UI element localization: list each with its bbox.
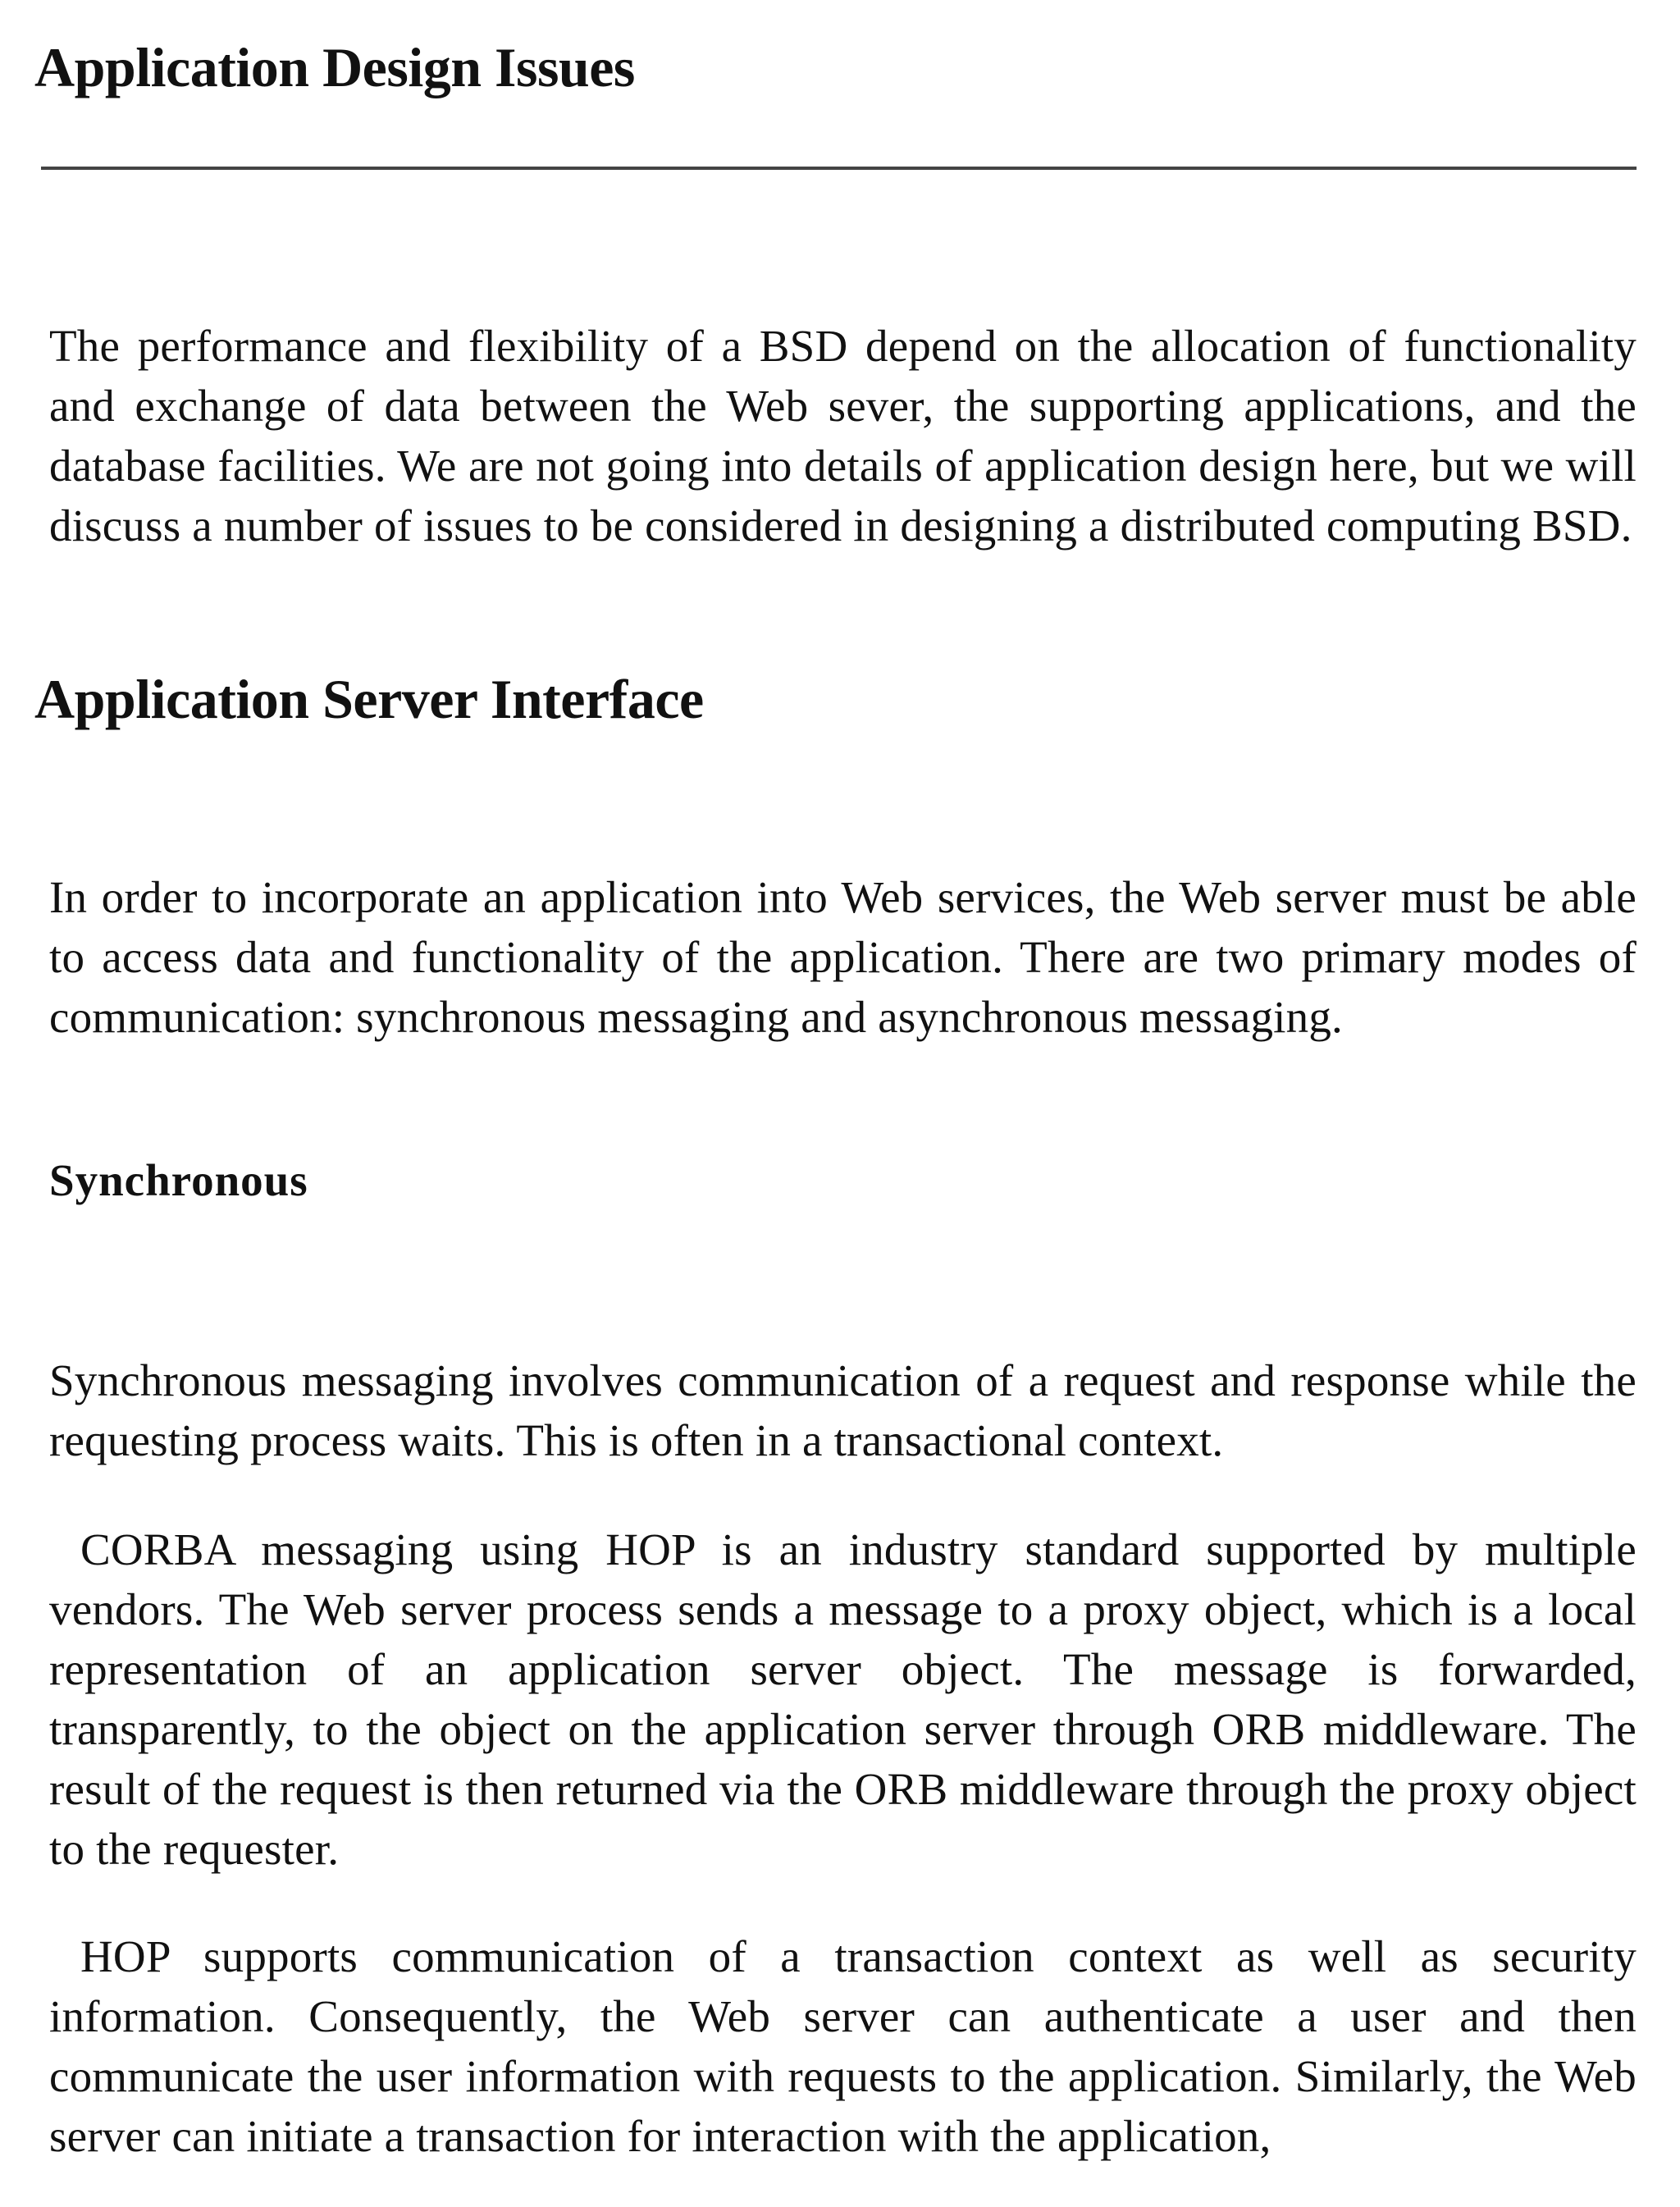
section-heading-server-interface: Application Server Interface: [34, 668, 704, 730]
paragraph-server-interface: In order to incorporate an application into Web services, the Web server must be able to access data and functionality of the application. There are two primary modes of communication: synchronous messaging and asynchronous messaging.: [49, 872, 1637, 1042]
paragraph-design-issues: The performance and flexibility of a BSD depend on the allocation of functionality and exchange of data between the Web sever, the supporting applications, and the database facilities. We are not going into details of application design here, but we will discuss a number of issues to be considered in designing a distributed computing BSD.: [49, 321, 1637, 551]
subheading-synchronous: Synchronous: [49, 1155, 308, 1205]
paragraph-synchronous-intro: Synchronous messaging involves communication of a request and response while the requesting process waits. This is often in a transactional context.: [49, 1355, 1637, 1465]
heading-divider: [41, 167, 1637, 170]
paragraph-hop: HOP supports communication of a transaction context as well as security information. Consequently, the Web server can authenticate a user and then communicate the user information with requests to the application. Similarly, the Web server can initiate a transaction for interaction with the application,: [49, 1931, 1637, 2161]
paragraph-corba: CORBA messaging using HOP is an industry standard supported by multiple vendors. The Web server process sends a message to a proxy object, which is a local representation of an application server object. The message is forwarded, transparently, to the object on the application server through ORB middleware. The result of the request is then returned via the ORB middleware through the proxy object to the requester.: [49, 1524, 1637, 1874]
section-heading-design-issues: Application Design Issues: [34, 36, 635, 98]
